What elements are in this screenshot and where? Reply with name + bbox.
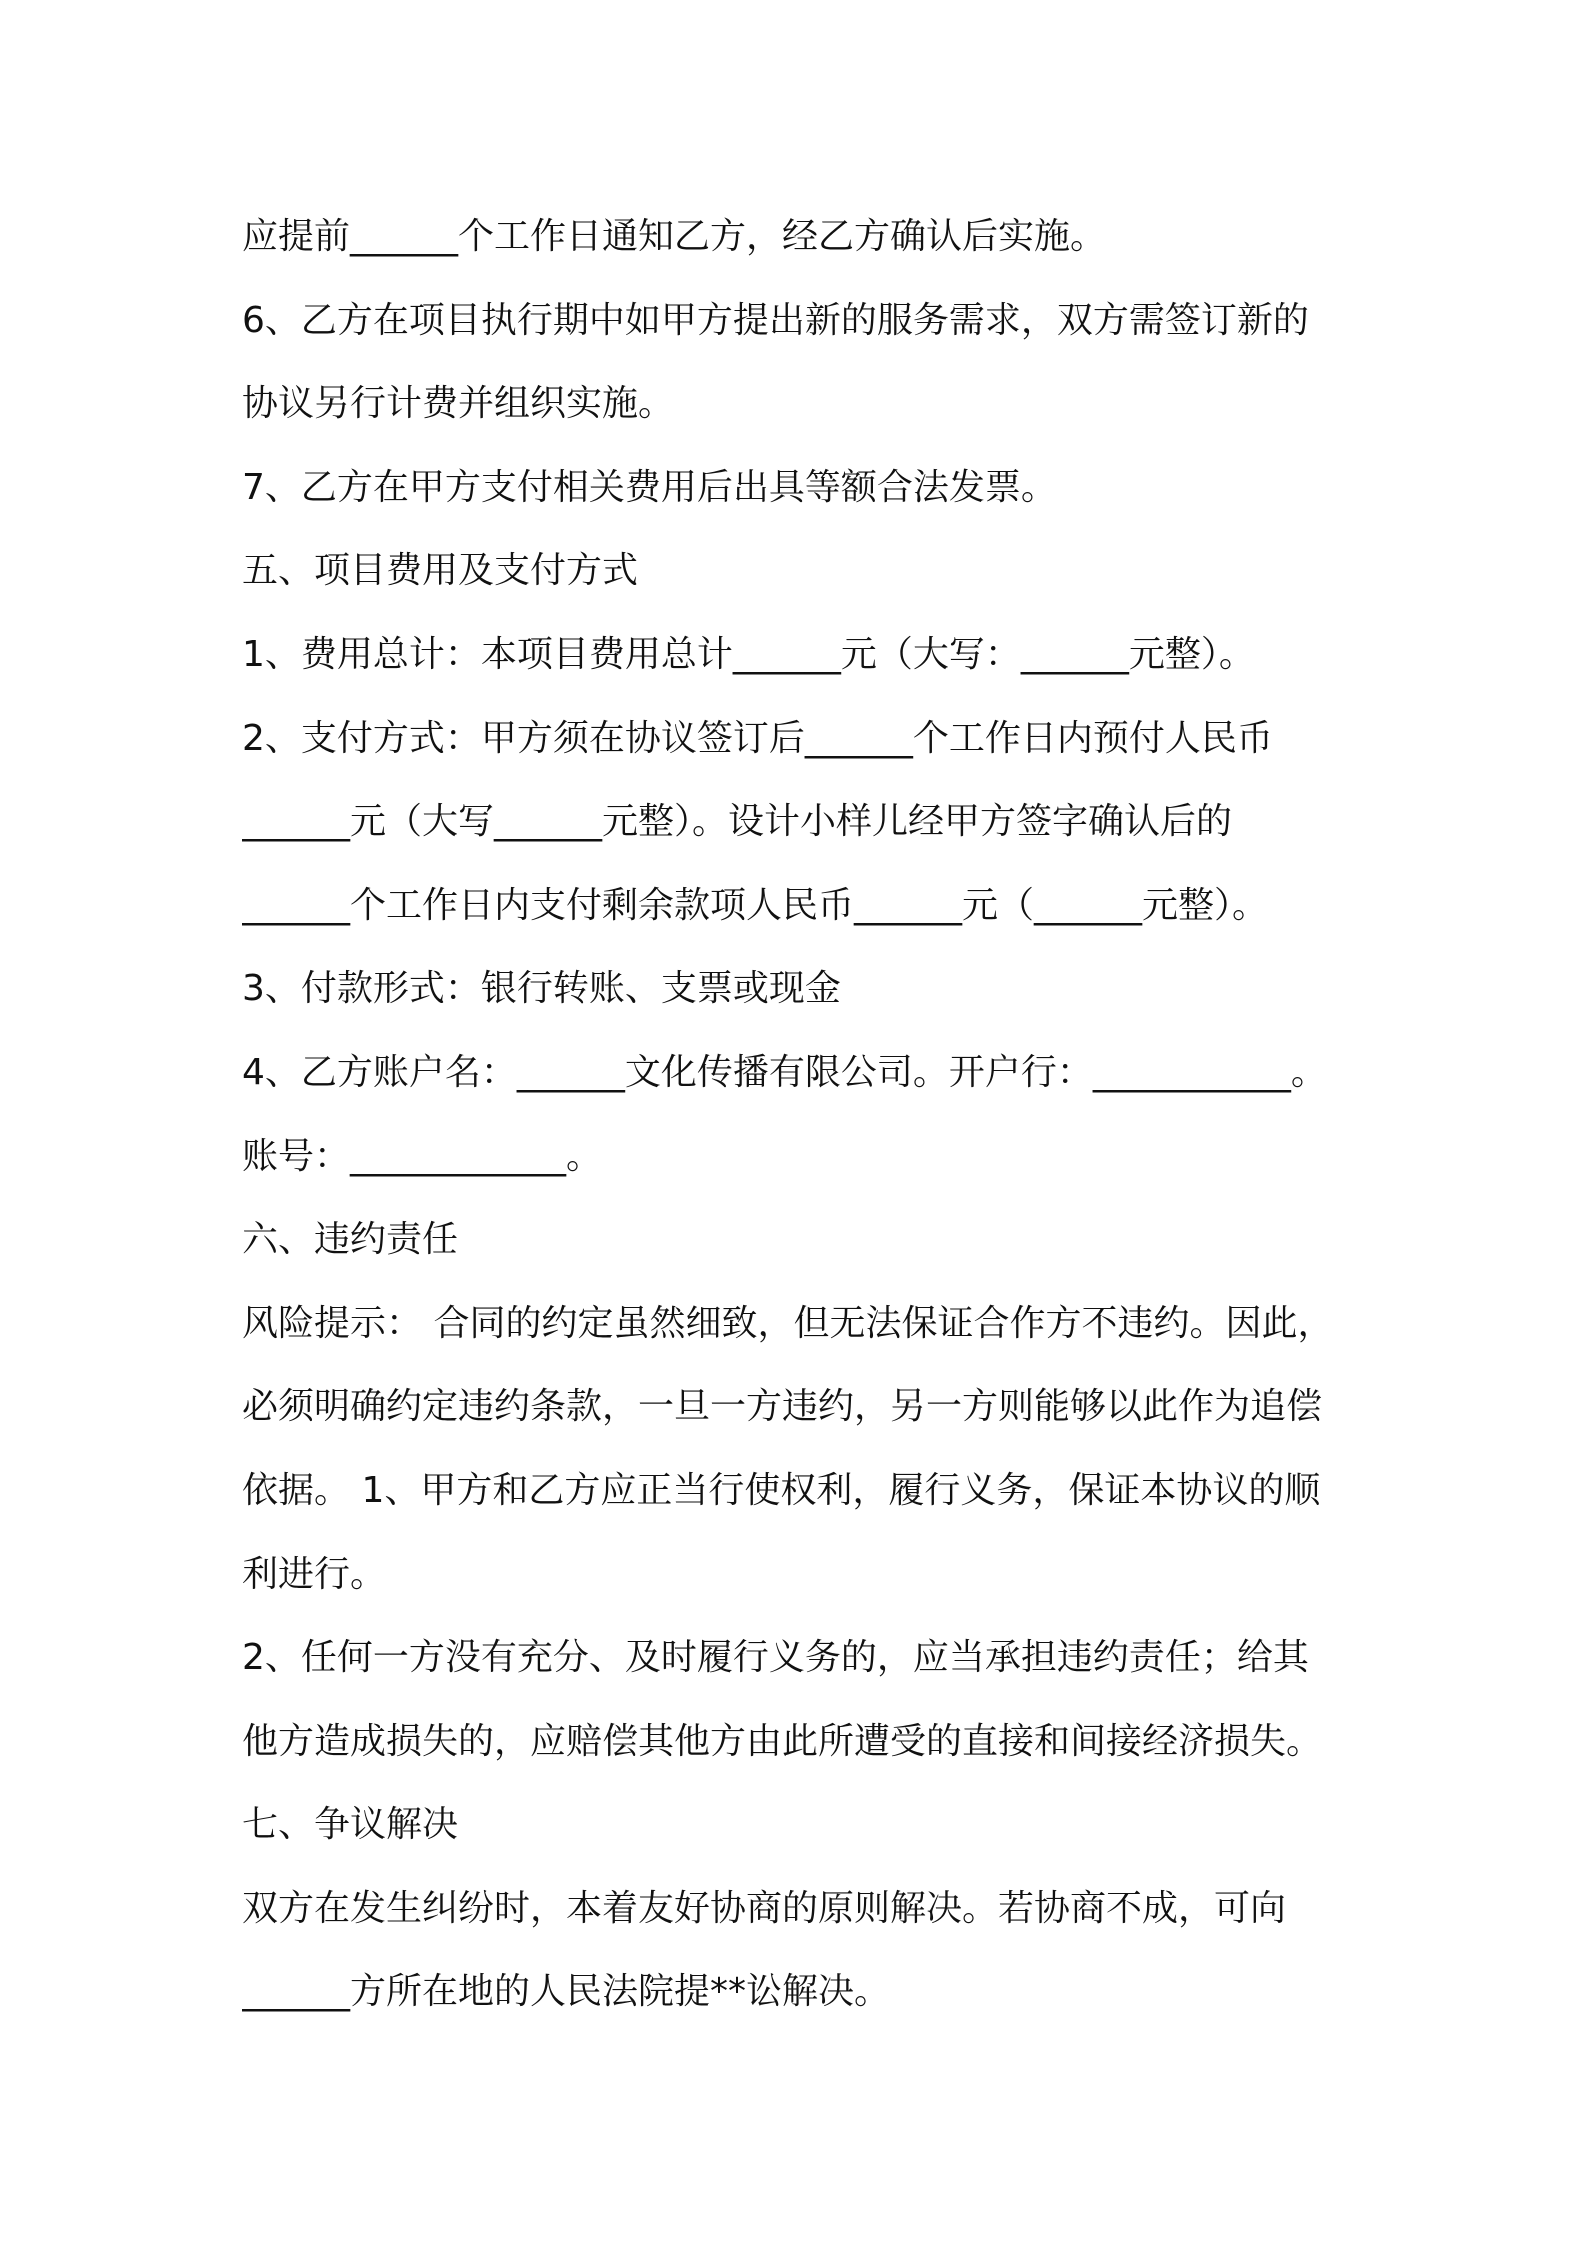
text-line: 2、支付方式：甲方须在协议签订后______个工作日内预付人民币 — [242, 717, 1273, 759]
text-line: 风险提示： 合同的约定虽然细致，但无法保证合作方不违约。因此， — [242, 1302, 1334, 1344]
text-line: 1、费用总计：本项目费用总计______元（大写：______元整）。 — [242, 633, 1255, 675]
section-heading: 七、争议解决 — [242, 1804, 459, 1846]
text-line: 依据。 1、甲方和乙方应正当行使权利，履行义务，保证本协议的顺 — [242, 1469, 1321, 1511]
text-line: 4、乙方账户名：______文化传播有限公司。开户行：___________。 — [242, 1051, 1327, 1093]
text-line: 2、任何一方没有充分、及时履行义务的，应当承担违约责任；给其 — [242, 1637, 1309, 1679]
text-line: 7、乙方在甲方支付相关费用后出具等额合法发票。 — [242, 466, 1057, 508]
section-heading: 五、项目费用及支付方式 — [242, 550, 639, 592]
document-body — [242, 195, 1362, 2034]
text-line: 协议另行计费并组织实施。 — [242, 383, 675, 425]
text-line: 必须明确约定违约条款，一旦一方违约，另一方则能够以此作为追偿 — [242, 1386, 1323, 1428]
section-heading: 六、违约责任 — [242, 1219, 459, 1261]
text-line: 账号：____________。 — [242, 1135, 603, 1177]
text-line: 利进行。 — [242, 1553, 387, 1595]
text-line: ______方所在地的人民法院提**讼解决。 — [242, 1971, 891, 2013]
text-line: 3、付款形式：银行转账、支票或现金 — [242, 968, 841, 1010]
text-line: ______元（大写______元整）。设计小样儿经甲方签字确认后的 — [242, 801, 1233, 843]
text-line: 双方在发生纠纷时，本着友好协商的原则解决。若协商不成，可向 — [242, 1887, 1287, 1929]
text-line: 应提前______个工作日通知乙方，经乙方确认后实施。 — [242, 216, 1107, 257]
text-line: 他方造成损失的，应赔偿其他方由此所遭受的直接和间接经济损失。 — [242, 1720, 1323, 1762]
text-line: 6、乙方在项目执行期中如甲方提出新的服务需求，双方需签订新的 — [242, 299, 1309, 341]
text-line: ______个工作日内支付剩余款项人民币______元（______元整）。 — [242, 884, 1269, 926]
